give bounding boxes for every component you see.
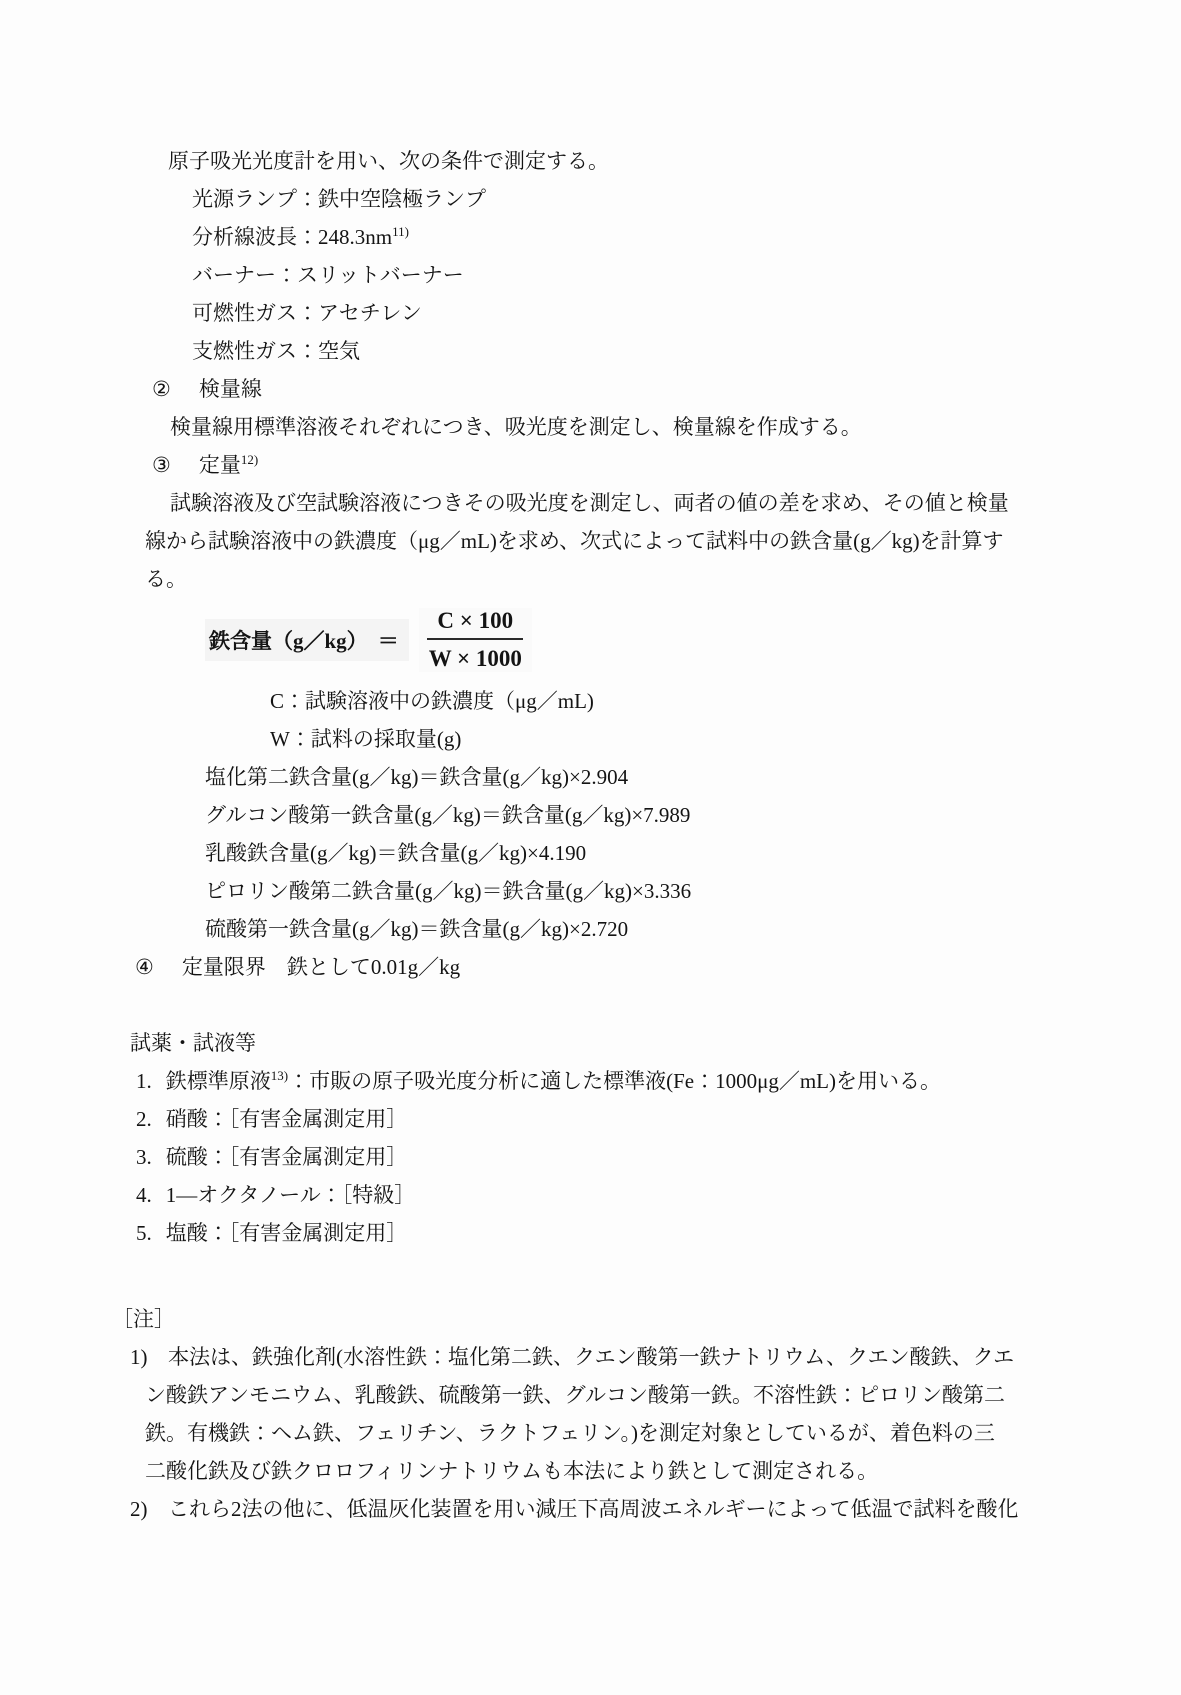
- reagent-item-2: [0, 1100, 1181, 1138]
- formula-equals-sign: ＝: [372, 619, 409, 661]
- reagent-number: 5.: [136, 1221, 152, 1245]
- section4-heading: [0, 948, 1181, 986]
- spacer: [0, 986, 1181, 1024]
- formula-fraction: [419, 608, 532, 672]
- section2-body: 検量線用標準溶液それぞれにつき、吸光度を測定し、検量線を作成する。: [170, 415, 862, 439]
- reagent-number: 2.: [136, 1107, 152, 1131]
- note-item-1: [0, 1338, 1181, 1490]
- note-number: 1): [130, 1345, 148, 1369]
- section2-number: ②: [152, 377, 171, 401]
- legend-w-line: W：試料の採取量(g): [270, 727, 462, 751]
- footnote-ref-11: 11): [392, 224, 409, 239]
- note-line: 鉄。有機鉄：ヘム鉄、フェリチン、ラクトフェリン。)を測定対象としているが、着色料の三: [145, 1421, 995, 1445]
- section2-title: 検量線: [198, 377, 262, 401]
- reagents-heading: 試薬・試液等: [130, 1031, 256, 1055]
- notes-heading: ［注］: [112, 1307, 175, 1331]
- note-line: [0, 1338, 1181, 1376]
- reagent-number: 3.: [136, 1145, 152, 1169]
- reagent-item-3: [0, 1138, 1181, 1176]
- note-text: これら2法の他に、低温灰化装置を用い減圧下高周波エネルギーによって低温で試料を酸化: [168, 1497, 1019, 1521]
- reagent-name: 硫酸：［有害金属測定用］: [165, 1145, 408, 1169]
- formula-denominator: W × 1000: [428, 646, 522, 671]
- note-line: [0, 1490, 1181, 1528]
- reagent-item-5: [0, 1214, 1181, 1252]
- formula-numerator: C × 100: [427, 608, 523, 640]
- note-item-2: [0, 1490, 1181, 1528]
- reagent-item-1: [0, 1062, 1181, 1100]
- conversion-ferric-chloride: 塩化第二鉄含量(g／kg)＝鉄含量(g／kg)×2.904: [205, 765, 629, 789]
- note-number: 2): [130, 1497, 148, 1521]
- conversion-iron-lactate: 乳酸鉄含量(g／kg)＝鉄含量(g／kg)×4.190: [205, 841, 587, 865]
- section3-body-line3: る。: [145, 567, 187, 591]
- section3-body-line1: 試験溶液及び空試験溶液につきその吸光度を測定し、両者の値の差を求め、その値と検量: [170, 491, 1009, 515]
- condition-oxidant-gas: 支燃性ガス：空気: [192, 339, 360, 363]
- section3-heading: [0, 446, 1181, 484]
- formula-lhs: 鉄含量（g／kg）: [205, 619, 372, 661]
- condition-wavelength: [0, 218, 1181, 256]
- reagent-item-4: [0, 1176, 1181, 1214]
- section3-body-line2: 線から試験溶液中の鉄濃度（μg／mL)を求め、次式によって試料中の鉄含量(g／kg)を計算す: [145, 529, 1004, 553]
- section3-number: ③: [152, 453, 171, 477]
- iron-content-formula: [205, 608, 532, 672]
- section3-title: 定量: [198, 453, 241, 477]
- conversion-ferric-pyrophosphate: ピロリン酸第二鉄含量(g／kg)＝鉄含量(g／kg)×3.336: [205, 879, 692, 903]
- legend-c-line: C：試験溶液中の鉄濃度（μg／mL): [270, 689, 594, 713]
- reagent-name: 硝酸：［有害金属測定用］: [165, 1107, 408, 1131]
- reagent-name: 塩酸：［有害金属測定用］: [165, 1221, 408, 1245]
- condition-wavelength-text: 分析線波長：248.3nm: [192, 225, 393, 249]
- conversion-ferrous-sulfate: 硫酸第一鉄含量(g／kg)＝鉄含量(g／kg)×2.720: [205, 917, 629, 941]
- section2-heading: [0, 370, 1181, 408]
- note-line: 二酸化鉄及び鉄クロロフィリンナトリウムも本法により鉄として測定される。: [145, 1459, 879, 1483]
- reagent-number: 4.: [136, 1183, 152, 1207]
- footnote-ref-13: 13): [270, 1068, 289, 1083]
- intro-line: 原子吸光光度計を用い、次の条件で測定する。: [168, 149, 609, 173]
- conversion-ferrous-gluconate: グルコン酸第一鉄含量(g／kg)＝鉄含量(g／kg)×7.989: [205, 803, 691, 827]
- reagent-description: ：市販の原子吸光度分析に適した標準液(Fe：1000μg／mL)を用いる。: [288, 1069, 941, 1093]
- reagent-number: 1.: [136, 1069, 152, 1093]
- note-line: ン酸鉄アンモニウム、乳酸鉄、硫酸第一鉄、グルコン酸第一鉄。不溶性鉄：ピロリン酸第二: [145, 1383, 1005, 1407]
- condition-fuel-gas: 可燃性ガス：アセチレン: [192, 301, 422, 325]
- section4-number: ④: [135, 955, 154, 979]
- condition-burner: バーナー：スリットバーナー: [192, 263, 464, 287]
- footnote-ref-12: 12): [240, 452, 259, 467]
- note-text: 本法は、鉄強化剤(水溶性鉄：塩化第二鉄、クエン酸第一鉄ナトリウム、クエン酸鉄、クエ: [168, 1345, 1015, 1369]
- condition-lamp: 光源ランプ：鉄中空陰極ランプ: [192, 187, 486, 211]
- section4-text: 定量限界 鉄として0.01g／kg: [181, 955, 461, 979]
- reagent-name: 鉄標準原液: [165, 1069, 271, 1093]
- reagent-name: 1―オクタノール：［特級］: [165, 1183, 416, 1207]
